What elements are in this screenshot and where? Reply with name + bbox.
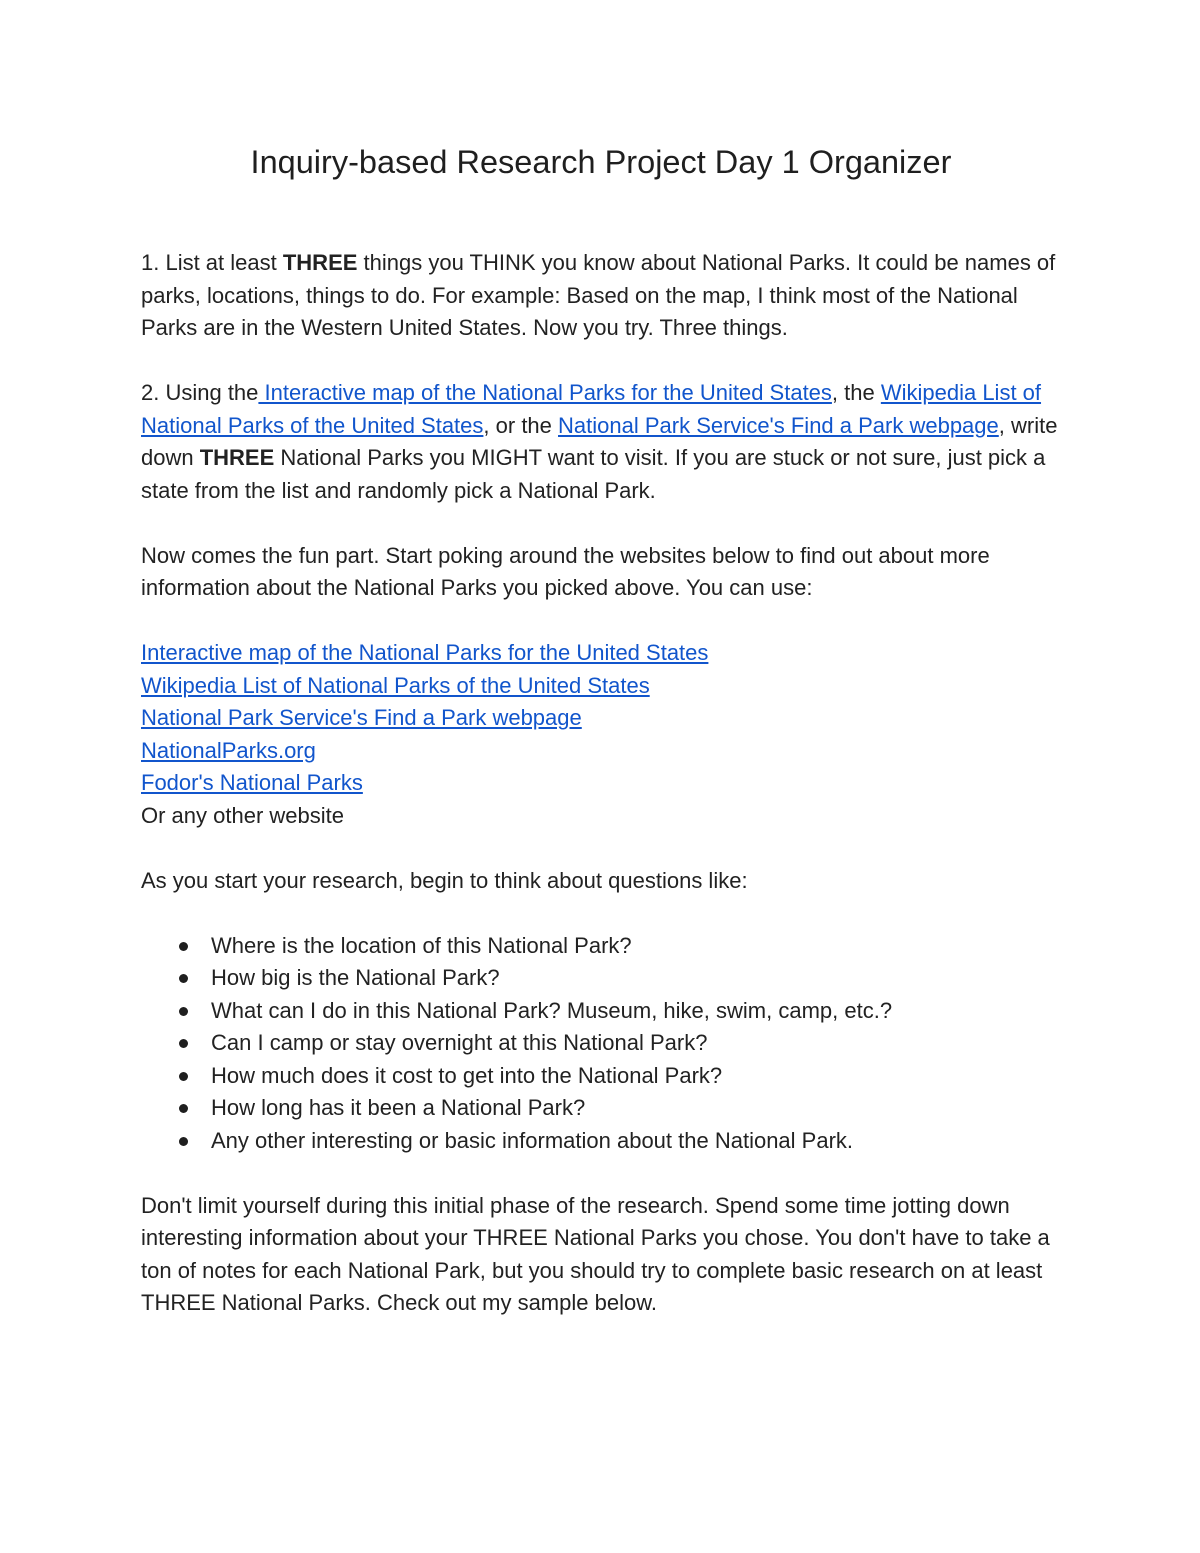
- questions-intro: As you start your research, begin to think about questions like:: [141, 867, 748, 893]
- list-item: Any other interesting or basic information about the National Park.: [141, 1125, 1061, 1158]
- bullet-icon: [179, 1072, 188, 1081]
- step-2-mid: , write down: [141, 412, 1058, 470]
- link-nationalparks-org[interactable]: NationalParks.org: [141, 737, 316, 763]
- step-1-bold: THREE: [282, 250, 358, 275]
- link-wikipedia-list[interactable]: Wikipedia List of National Parks of the United States: [141, 672, 650, 698]
- step-2-sep2: , or the: [483, 412, 559, 438]
- link-interactive-map-inline[interactable]: Interactive map of the National Parks for the United States: [258, 380, 832, 405]
- bullet-icon: [179, 1137, 188, 1146]
- step-1-paragraph: [141, 247, 1061, 345]
- list-item: How much does it cost to get into the National Park?: [141, 1060, 1061, 1093]
- link-interactive-map[interactable]: Interactive map of the National Parks for the United States: [141, 640, 709, 665]
- bullet-icon: [179, 974, 188, 983]
- list-item: What can I do in this National Park? Museum, hike, swim, camp, etc.?: [141, 995, 1061, 1028]
- page-title: Inquiry-based Research Project Day 1 Organizer: [250, 144, 952, 180]
- step-2-rest: National Parks you MIGHT want to visit. If you are stuck or not sure, just pick a state from the list and randomly pick a National Park.: [141, 445, 1046, 503]
- closing-paragraph: Don't limit yourself during this initial phase of the research. Spend some time jotting down interesting information about your THREE National Parks you chose. You don't have to take a ton of notes for each National Park, but you should try to complete basic research on at least THREE National Parks. Check out my sample below.: [141, 1192, 1050, 1315]
- step-1-rest: things you THINK you know about National Parks. It could be names of parks, locations, things to do. For example: Based on the map, I think most of the National Parks are in the Western United States. Now you try. Three things.: [141, 250, 1056, 340]
- step-2-sep1: , the: [831, 380, 881, 405]
- resource-links: [141, 637, 1061, 832]
- link-nps-find-park-inline[interactable]: National Park Service's Find a Park webpage: [558, 412, 999, 438]
- link-wikipedia-inline[interactable]: Wikipedia List of National Parks of the United States: [141, 380, 1042, 438]
- intro-paragraph: Now comes the fun part. Start poking around the websites below to find out about more information about the National Parks you picked above. You can use:: [141, 542, 990, 600]
- bullet-icon: [179, 1039, 188, 1048]
- document-page: [141, 140, 1061, 1352]
- questions-list: [141, 930, 1061, 1158]
- bullet-icon: [179, 1104, 188, 1113]
- other-website-text: Or any other website: [141, 802, 344, 828]
- list-item: How big is the National Park?: [141, 962, 1061, 995]
- link-nps-find-park[interactable]: National Park Service's Find a Park webpage: [141, 705, 582, 730]
- list-item: Can I camp or stay overnight at this National Park?: [141, 1027, 1061, 1060]
- step-2-paragraph: [141, 377, 1061, 507]
- link-fodors[interactable]: Fodor's National Parks: [141, 770, 363, 795]
- step-2-bold: THREE: [199, 445, 275, 470]
- step-2-prefix: 2. Using the: [141, 380, 259, 405]
- bullet-icon: [179, 1007, 188, 1016]
- list-item: Where is the location of this National Park?: [141, 930, 1061, 963]
- bullet-icon: [179, 942, 188, 951]
- list-item: How long has it been a National Park?: [141, 1092, 1061, 1125]
- step-1-prefix: 1. List at least: [141, 250, 283, 275]
